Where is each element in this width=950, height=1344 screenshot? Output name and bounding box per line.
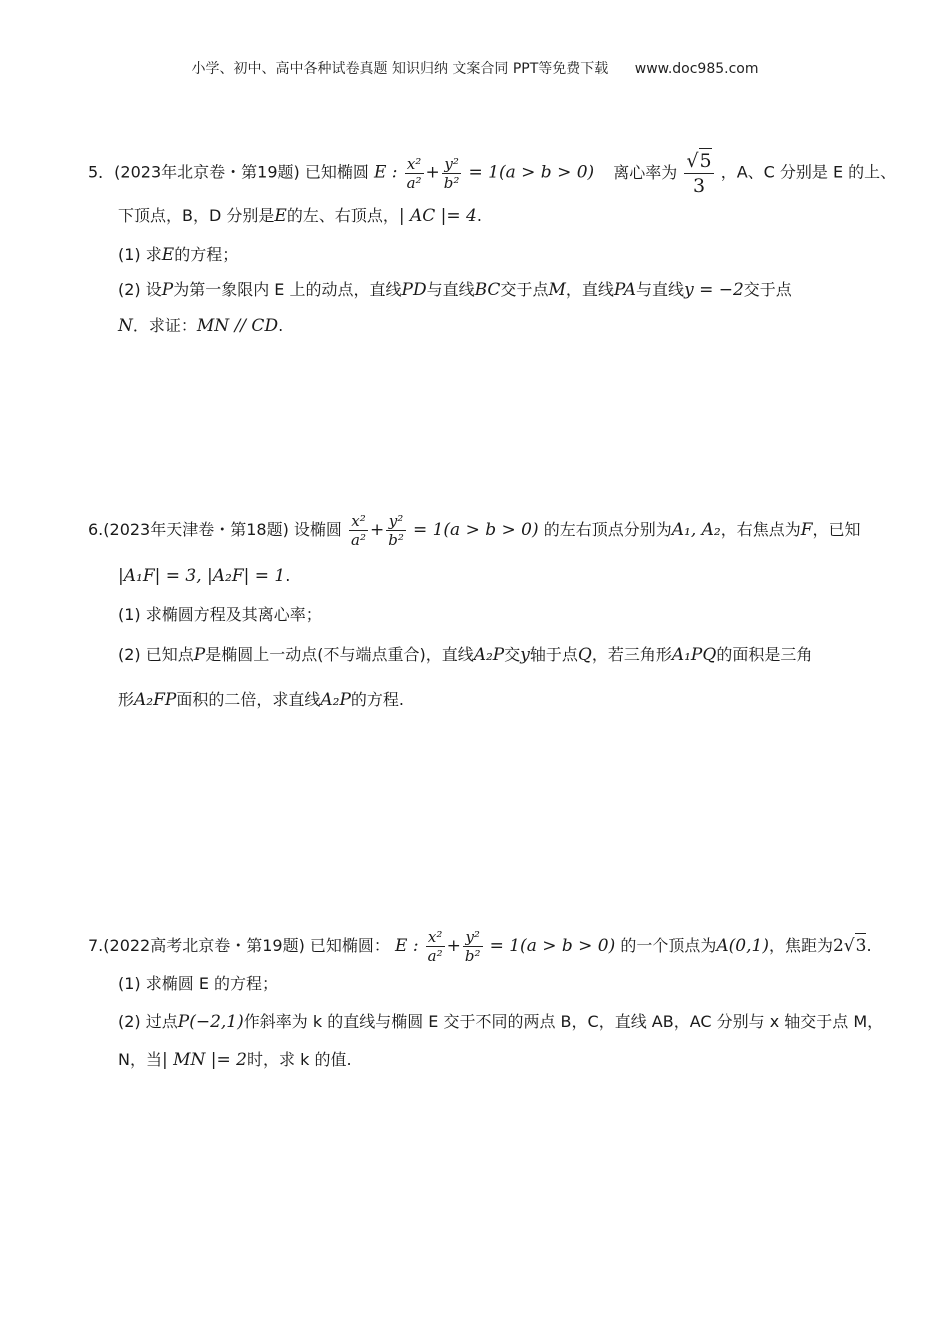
q7-focal-rad: 3 (855, 933, 867, 958)
q7-number: 7.(2022高考北京卷・第19题) 已知椭圆： (88, 936, 390, 955)
q5-eq-prefix: E : (373, 162, 398, 183)
q5-p2-b: 为第一象限内 E 上的动点，直线 (173, 280, 402, 299)
q6-eq-cond: = 1(a > b > 0) (412, 520, 539, 540)
q7-l4-b: 时，求 k 的值. (247, 1050, 352, 1069)
q5-p2-e: ，直线 (565, 280, 614, 299)
q5-p1-a: (1) 求 (118, 245, 162, 264)
q5-ecc-frac: $\frac{√5}{3}$ (686, 150, 712, 197)
q5-BC: BC (474, 280, 501, 300)
q6-frac-x: $\frac{\text{x²}}{\text{a²}}$ (351, 512, 366, 549)
q5-part2-cont (118, 314, 283, 338)
q6-p2-c: 交 (504, 645, 521, 664)
q7-A01: A(0,1) (716, 936, 769, 956)
q7-frac-x: $\frac{\text{x²}}{\text{a²}}$ (427, 928, 443, 965)
q6-p2-d: 轴于点 (529, 645, 578, 664)
q5-p2-f: 与直线 (636, 280, 685, 299)
q5-part1 (118, 243, 238, 267)
q7-focal-coef: 2 (832, 936, 844, 956)
q6-p2-a: (2) 已知点 (118, 645, 194, 664)
q5-p1-E: E (161, 245, 175, 265)
q7-eq-prefix: E : (395, 936, 419, 956)
q5-M: M (548, 280, 566, 300)
q6-p2-b: 是椭圆上一动点(不与端点重合)，直线 (205, 645, 474, 664)
q6-l5-b: 面积的二倍，求直线 (176, 690, 321, 709)
q5-N: N (118, 316, 133, 336)
q5-y2: y = −2 (684, 280, 744, 300)
q5-l2-text: 下顶点，B，D 分别是 (118, 206, 275, 225)
q6-A1PQ: A₁PQ (671, 645, 717, 665)
q7-p2-b: 作斜率为 k 的直线与椭圆 E 交于不同的两点 B，C，直线 AB，AC 分别与 x 轴交于点 M， (243, 1012, 884, 1031)
q5-ecc-label: 离心率为 (613, 162, 678, 182)
q5-PD: PD (401, 280, 427, 300)
header-url[interactable]: www.doc985.com (634, 61, 759, 77)
q6-A2P: A₂P (473, 645, 505, 665)
q6-line1: 6.(2023年天津卷・第18题) 设椭圆 $\frac{\text{x²}}{\text{a²}}$ + $\frac{\text{y²}}{\text{b²}}$ = 1(a > b > 0) 的左右顶点分别为A₁, A₂，右焦点为F，已知 (88, 512, 861, 549)
q6-l5-a: 形 (118, 690, 135, 709)
q6-line2 (118, 564, 290, 588)
q7-p1: (1) 求椭圆 E 的方程； (118, 974, 279, 993)
q6-Q: Q (577, 645, 592, 665)
q7-part2 (118, 1010, 883, 1034)
q6-l2-math: |A₁F| = 3, |A₂F| = 1 (118, 566, 286, 586)
q5-part2 (118, 278, 792, 302)
q5-l2-E: E (274, 206, 287, 226)
q6-part2 (118, 643, 812, 667)
q5-p2-g: 交于点 (743, 280, 792, 299)
q5-frac-x: $\frac{\text{x²}}{\text{a²}}$ (406, 154, 422, 192)
q7-line1: 7.(2022高考北京卷・第19题) 已知椭圆： E : $\frac{\text{x²}}{\text{a²}}$ + $\frac{\text{y²}}{\text{b²}}$ = 1(a > b > 0) 的一个顶点为A(0,1)，焦距为2√3. (88, 928, 872, 965)
q6-number: 6.(2023年天津卷・第18题) 设椭圆 (88, 520, 342, 539)
q7-p2-a: (2) 过点 (118, 1012, 178, 1031)
q6-A1A2: A₁, A₂ (671, 520, 721, 540)
q6-p2-e: ，若三角形 (591, 645, 672, 664)
q6-part1 (118, 603, 322, 627)
q5-frac-y: $\frac{\text{y²}}{\text{b²}}$ (443, 154, 460, 192)
q7-l4-a: N，当 (118, 1050, 162, 1069)
q6-y: y (520, 645, 530, 665)
q6-part2-cont (118, 688, 404, 712)
q6-A2FP: A₂FP (134, 690, 177, 710)
q6-F: F (800, 520, 813, 540)
q7-P21: P(−2,1) (177, 1012, 244, 1032)
q5-p2-a: (2) 设 (118, 280, 162, 299)
q7-frac-y: $\frac{\text{y²}}{\text{b²}}$ (464, 928, 481, 965)
q5-PA: PA (613, 280, 637, 300)
q5-l1-tail: ，A、C 分别是 E 的上、 (720, 162, 897, 182)
q5-number: 5．(2023年北京卷・第19题) 已知椭圆 (88, 162, 369, 182)
q7-MN2: | MN |= 2 (161, 1050, 247, 1070)
q5-p2-P: P (161, 280, 174, 300)
q5-p2-d: 交于点 (500, 280, 549, 299)
page-header (0, 58, 950, 78)
q5-line1: 5．(2023年北京卷・第19题) 已知椭圆 E : $\frac{\text{x²}}{\text{a²}}$ + $\frac{\text{y²}}{\text{b²}}$ = 1(a > b > 0) 离心率为 $\frac{√5}{3}$ ，A、C 分别是 E 的上、 (88, 150, 897, 197)
q5-p2-c: 与直线 (426, 280, 475, 299)
header-text: 小学、初中、高中各种试卷真题 知识归纳 文案合同 PPT等免费下载 (191, 61, 609, 77)
q6-p1: (1) 求椭圆方程及其离心率； (118, 605, 322, 624)
q6-l1-a: 的左右顶点分别为 (543, 520, 672, 539)
q5-l2-math: | AC |= 4 (398, 206, 477, 226)
q6-l1-c: ，已知 (812, 520, 861, 539)
q5-p2-h: ．求证： (132, 316, 197, 335)
q5-MNCD: MN // CD (196, 316, 279, 336)
q7-l1-end: . (866, 936, 872, 955)
q7-part2-cont (118, 1048, 352, 1072)
q7-l1-b: ，焦距为 (768, 936, 833, 955)
q5-eq-cond: = 1(a > b > 0) (468, 162, 595, 183)
q5-p2-end: . (278, 316, 284, 335)
q6-P: P (193, 645, 206, 665)
q6-p2-f: 的面积是三角 (716, 645, 813, 664)
q5-l2-mid: 的左、右顶点， (286, 206, 399, 225)
q7-eq-cond: = 1(a > b > 0) (489, 936, 616, 956)
q5-p1-b: 的方程； (174, 245, 239, 264)
q6-l5-c: 的方程. (350, 690, 404, 709)
q7-part1 (118, 972, 278, 996)
q7-l1-a: 的一个顶点为 (620, 936, 717, 955)
q6-frac-y: $\frac{\text{y²}}{\text{b²}}$ (388, 512, 404, 549)
q5-line2: 下顶点，B，D 分别是E的左、右顶点，| AC |= 4. (118, 206, 482, 226)
q6-l2-end: . (285, 566, 291, 585)
q6-l1-b: ，右焦点为 (720, 520, 801, 539)
q6-l5-A2P: A₂P (320, 690, 351, 710)
